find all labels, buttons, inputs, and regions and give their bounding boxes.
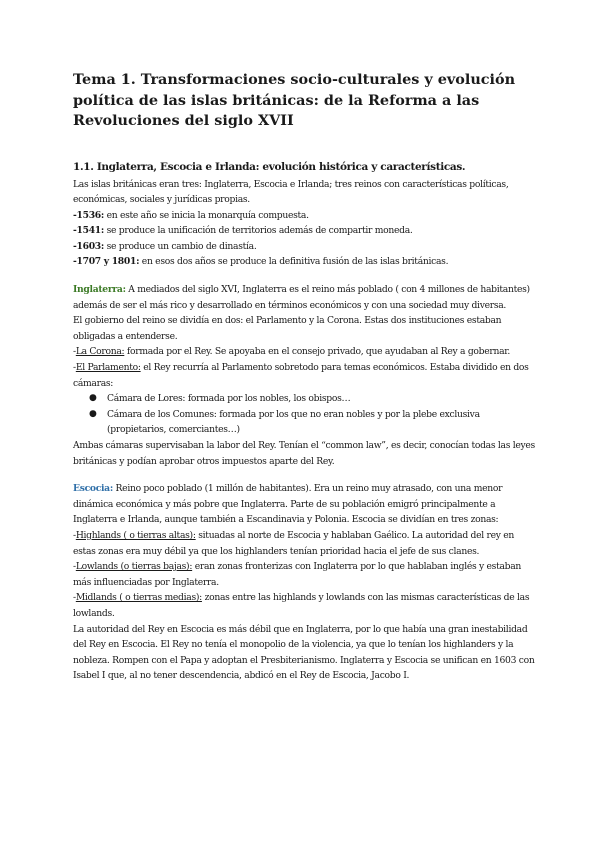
inglaterra-text: A mediados del siglo XVI, Inglaterra es el reino más poblado ( con 4 millones de habitantes) además de ser el más rico y desarrollado en términos económicos y con una sociedad muy diversa.	[73, 284, 530, 311]
list-item-text: Cámara de los Comunes: formada por los que no eran nobles y por la plebe exclusiva (propietarios, comerciantes…)	[107, 408, 480, 436]
lowlands-prefix: -	[73, 561, 76, 573]
inglaterra-paragraph	[73, 282, 535, 313]
corona-prefix: -	[73, 346, 76, 358]
escocia-paragraph	[73, 481, 535, 528]
date-label: -1536:	[73, 209, 104, 221]
highlands-label: Highlands ( o tierras altas):	[75, 529, 196, 541]
highlands-prefix: -	[73, 529, 76, 541]
lowlands-text: eran zonas fronterizas con Inglaterra por lo que hablaban inglés y estaban más influenciadas por Inglaterra.	[73, 561, 522, 588]
date-label: -1603:	[73, 240, 104, 252]
highlands-paragraph	[73, 528, 535, 559]
parlamento-text: el Rey recurría al Parlamento sobretodo para temas económicos. Estaba dividido en dos cámaras:	[73, 362, 529, 389]
date-text: en este año se inicia la monarquía compuesta.	[103, 209, 309, 221]
corona-paragraph	[73, 344, 535, 360]
camaras-list	[73, 391, 535, 438]
date-text: se produce un cambio de dinastía.	[103, 240, 257, 252]
section-intro: Las islas británicas eran tres: Inglaterra, Escocia e Irlanda; tres reinos con características políticas, económicas, sociales y jurídicas propias.	[73, 178, 509, 206]
autoridad-paragraph: La autoridad del Rey en Escocia es más débil que en Inglaterra, por lo que había una gran inestabilidad del Rey en Escocia. El Rey no tenía el monopolio de la violencia, ya que lo tenían los highlanders y la nobleza. Rompen con el Papa y adoptan el Presbiterianismo. Inglaterra y Escocia se unifican en 1603 con Isabel I que, al no tener descendencia, abdicó en el Rey de Escocia, Jacobo I.	[73, 623, 535, 682]
list-item	[89, 391, 535, 407]
midlands-prefix: -	[73, 592, 76, 604]
camaras-paragraph: Ambas cámaras supervisaban la labor del Rey. Tenían el “common law”, es decir, conocían todas las leyes británicas y podían aprobar otros impuestos aparte del Rey.	[73, 440, 535, 467]
list-item-text: Cámara de Lores: formada por los nobles, los obispos…	[107, 393, 351, 405]
bullet-icon: ●	[89, 408, 97, 419]
date-label: -1541:	[73, 225, 104, 237]
parlamento-paragraph	[73, 360, 535, 391]
bullet-icon: ●	[89, 393, 97, 404]
lowlands-paragraph	[73, 559, 535, 590]
document-content	[73, 70, 535, 684]
date-text: se produce la unificación de territorios además de compartir moneda.	[103, 225, 413, 237]
date-item	[73, 208, 535, 224]
date-label: -1707 y 1801:	[73, 256, 140, 268]
section-heading: 1.1. Inglaterra, Escocia e Irlanda: evolución histórica y características.	[73, 160, 466, 173]
escocia-label: Escocia:	[73, 483, 113, 495]
midlands-text: zonas entre las highlands y lowlands con las mismas características de las lowlands.	[73, 592, 530, 619]
lowlands-label: Lowlands (o tierras bajas):	[75, 561, 193, 573]
date-item	[73, 223, 535, 239]
midlands-label: Midlands ( o tierras medias):	[75, 592, 202, 604]
page-title: Tema 1. Transformaciones socio-culturales y evolución política de las islas británicas: de la Reforma a las Revoluciones del siglo XVII	[73, 71, 516, 129]
inglaterra-label: Inglaterra:	[73, 284, 126, 296]
parlamento-label: El Parlamento:	[75, 362, 141, 374]
highlands-text: situadas al norte de Escocia y hablaban Gaélico. La autoridad del rey en estas zonas era muy débil ya que los highlanders tenían prioridad hacia el jefe de sus clanes.	[73, 529, 514, 557]
gobierno-paragraph: El gobierno del reino se dividía en dos: el Parlamento y la Corona. Estas dos instituciones estaban obligadas a entenderse.	[73, 315, 502, 342]
list-item	[89, 407, 535, 438]
date-item	[73, 254, 535, 270]
date-text: en esos dos años se produce la definitiva fusión de las islas británicas.	[139, 256, 449, 268]
corona-text: formada por el Rey. Se apoyaba en el consejo privado, que ayudaban al Rey a gobernar.	[124, 346, 510, 358]
escocia-text: Reino poco poblado (1 millón de habitantes). Era un reino muy atrasado, con una menor dinámica económica y más pobre que Inglaterra. Parte de su población emigró principalmente a Inglaterra e Irlanda, aunque también a Escandinavia y Polonia. Escocia se dividían en tres zonas:	[73, 483, 503, 526]
parlamento-prefix: -	[73, 362, 76, 374]
midlands-paragraph	[73, 590, 535, 621]
corona-label: La Corona:	[75, 346, 125, 358]
date-item	[73, 239, 535, 255]
